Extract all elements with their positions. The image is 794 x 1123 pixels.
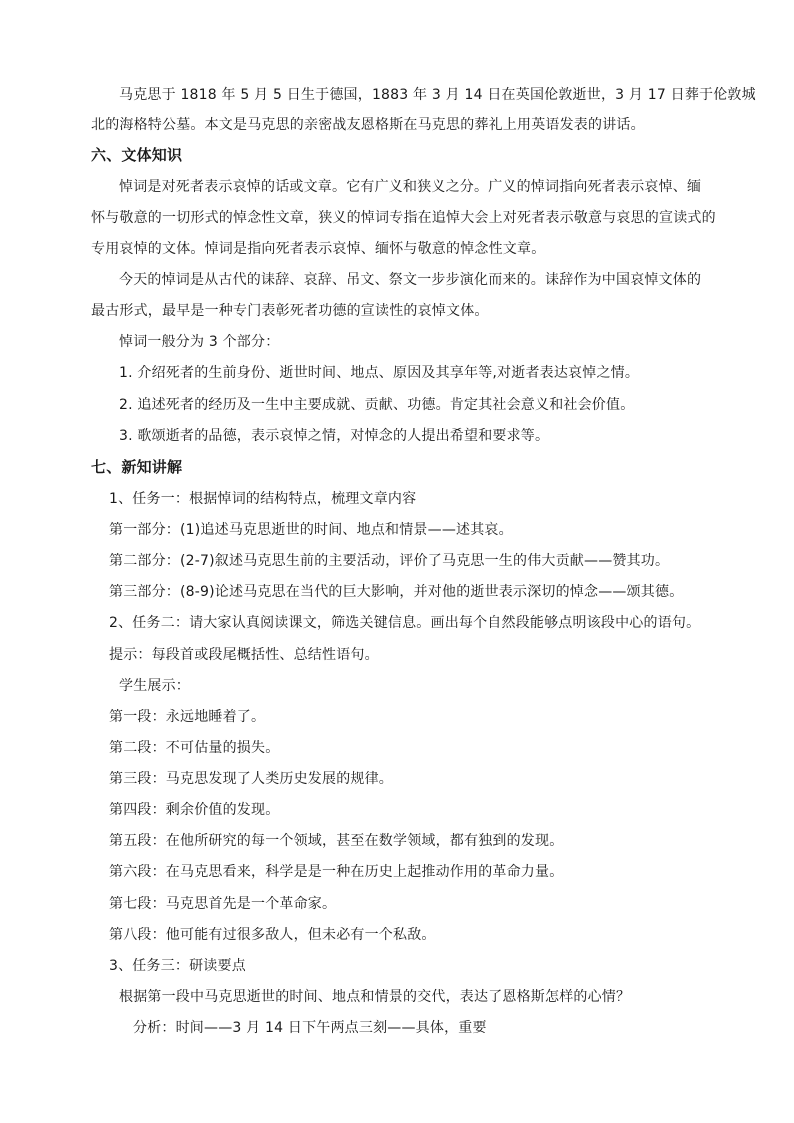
eulogy-part-item: 3. 歌颂逝者的品德，表示哀悼之情，对悼念的人提出希望和要求等。: [119, 428, 550, 444]
section-heading-new-knowledge: 七、新知讲解: [91, 458, 183, 476]
paragraph-summary: 第一段：永远地睡着了。: [109, 709, 266, 725]
task-2-title: 2、任务二：请大家认真阅读课文，筛选关键信息。画出每个自然段能够点明该段中心的语句。: [109, 615, 701, 631]
eulogy-origin-line-1: 今天的悼词是从古代的诔辞、哀辞、吊文、祭文一步步演化而来的。诔辞作为中国哀悼文体的: [119, 272, 702, 288]
student-show-label: 学生展示：: [119, 678, 190, 694]
structure-part-2: 第二部分：(2-7)叙述马克思生前的主要活动，评价了马克思一生的伟大贡献——赞其功。: [109, 553, 670, 569]
eulogy-origin-line-2: 最古形式，最早是一种专门表彰死者功德的宣读性的哀悼文体。: [91, 303, 489, 319]
paragraph-summary: 第五段：在他所研究的每一个领域，甚至在数学领域，都有独到的发现。: [109, 833, 564, 849]
eulogy-part-item: 2. 追述死者的经历及一生中主要成就、贡献、功德。肯定其社会意义和社会价值。: [119, 397, 635, 413]
task-1-title: 1、任务一：根据悼词的结构特点，梳理文章内容: [109, 491, 417, 507]
paragraph-summary: 第七段：马克思首先是一个革命家。: [109, 896, 337, 912]
intro-line-1: 马克思于 1818 年 5 月 5 日生于德国，1883 年 3 月 14 日在英国伦敦逝世，3 月 17 日葬于伦敦城: [119, 87, 756, 103]
eulogy-part-item: 1. 介绍死者的生前身份、逝世时间、地点、原因及其享年等,对逝者表达哀悼之情。: [119, 365, 640, 381]
task-3-title: 3、任务三：研读要点: [109, 958, 246, 974]
eulogy-parts-intro: 悼词一般分为 3 个部分：: [119, 334, 280, 350]
analysis-line: 分析：时间——3 月 14 日下午两点三刻——具体，重要: [133, 1020, 487, 1036]
intro-line-2: 北的海格特公墓。本文是马克思的亲密战友恩格斯在马克思的葬礼上用英语发表的讲话。: [91, 117, 645, 133]
structure-part-3: 第三部分：(8-9)论述马克思在当代的巨大影响，并对他的逝世表示深切的悼念——颂其德。: [109, 584, 684, 600]
paragraph-summary: 第八段：他可能有过很多敌人，但未必有一个私敌。: [109, 927, 436, 943]
paragraph-summary: 第四段：剩余价值的发现。: [109, 802, 280, 818]
eulogy-def-line-3: 专用哀悼的文体。悼词是指向死者表示哀悼、缅怀与敬意的悼念性文章。: [91, 241, 546, 257]
task-2-hint: 提示：每段首或段尾概括性、总结性语句。: [109, 647, 379, 663]
section-heading-style-knowledge: 六、文体知识: [91, 146, 183, 164]
paragraph-summary: 第六段：在马克思看来，科学是是一种在历史上起推动作用的革命力量。: [109, 864, 564, 880]
paragraph-summary: 第二段：不可估量的损失。: [109, 740, 280, 756]
paragraph-summary: 第三段：马克思发现了人类历史发展的规律。: [109, 771, 393, 787]
eulogy-def-line-2: 怀与敬意的一切形式的悼念性文章，狭义的悼词专指在追悼大会上对死者表示敬意与哀思的宣读式的: [91, 210, 716, 226]
study-question: 根据第一段中马克思逝世的时间、地点和情景的交代，表达了恩格斯怎样的心情？: [119, 989, 631, 1005]
structure-part-1: 第一部分：(1)追述马克思逝世的时间、地点和情景——述其哀。: [109, 522, 513, 538]
eulogy-def-line-1: 悼词是对死者表示哀悼的话或文章。它有广义和狭义之分。广义的悼词指向死者表示哀悼、缅: [119, 179, 702, 195]
